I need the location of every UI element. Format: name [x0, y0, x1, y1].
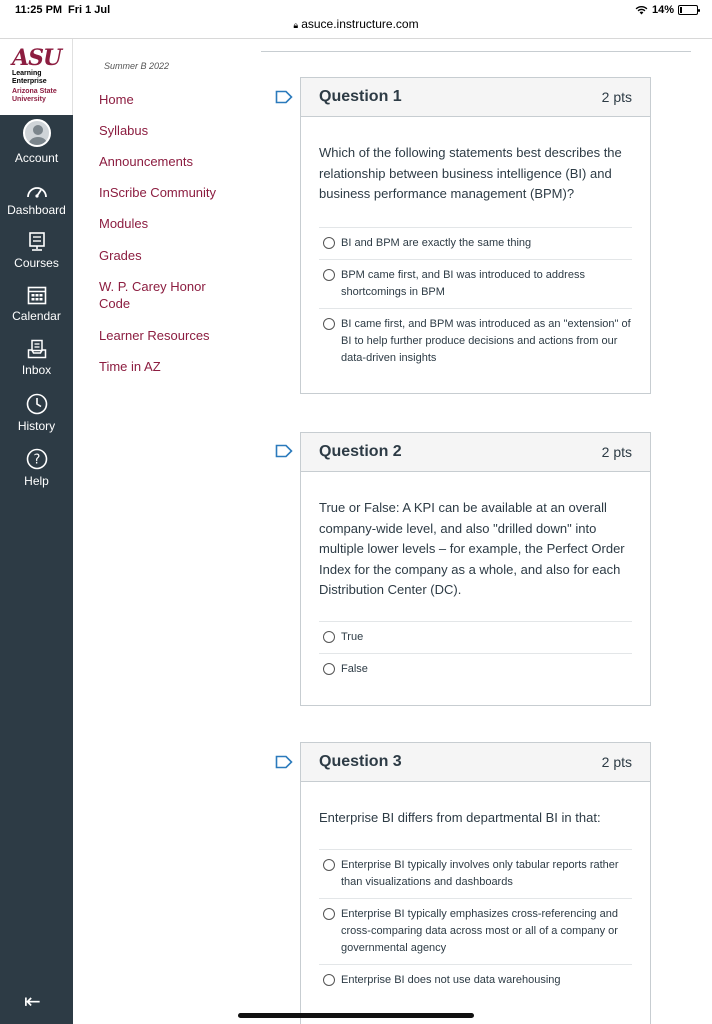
logo-text-enterprise: Enterprise: [12, 78, 47, 85]
question-points: 2 pts: [601, 754, 632, 770]
course-nav-honor-code[interactable]: W. P. Carey Honor Code: [99, 279, 206, 311]
home-indicator[interactable]: [238, 1013, 474, 1018]
help-icon: [26, 448, 48, 470]
url-bar-divider: [0, 38, 712, 39]
avatar: [23, 119, 51, 147]
course-nav-time-in-az[interactable]: Time in AZ: [99, 359, 161, 374]
course-nav-grades[interactable]: Grades: [99, 248, 142, 263]
dashboard-icon: [26, 183, 48, 199]
nav-calendar[interactable]: [0, 285, 73, 323]
answer-label: BI came first, and BPM was introduced as an "extension" of BI to help further produce decisions and actions from our data-driven insights: [341, 317, 631, 364]
flag-question-icon[interactable]: [275, 755, 293, 769]
logo-mark: ASU: [12, 45, 62, 71]
nav-dashboard-label: Dashboard: [7, 203, 66, 217]
question-1: [300, 77, 651, 394]
answer-list: [319, 621, 632, 685]
question-header: [301, 78, 650, 117]
courses-icon: [28, 232, 46, 252]
nav-calendar-label: Calendar: [12, 309, 61, 323]
answer-label: Enterprise BI does not use data warehousing: [341, 973, 561, 986]
question-header: [301, 743, 650, 782]
calendar-icon: [27, 285, 47, 305]
nav-courses-label: Courses: [14, 256, 59, 270]
flag-question-icon[interactable]: [275, 90, 293, 104]
answer-label: Enterprise BI typically emphasizes cross-referencing and cross-comparing data across most or all of a company or governmental agency: [341, 907, 618, 954]
nav-courses[interactable]: [0, 232, 73, 270]
course-nav-modules[interactable]: Modules: [99, 216, 149, 231]
radio-button[interactable]: [323, 318, 335, 330]
nav-account[interactable]: [0, 119, 73, 165]
course-nav-inscribe-community[interactable]: InScribe Community: [99, 185, 217, 200]
status-date: Fri 1 Jul: [68, 4, 111, 16]
answer-label: Enterprise BI typically involves only tabular reports rather than visualizations and dashboards: [341, 858, 619, 888]
nav-inbox-label: Inbox: [21, 363, 52, 377]
term-label: Summer B 2022: [104, 61, 170, 71]
radio-button[interactable]: [323, 908, 335, 920]
url-text: asuce.instructure.com: [301, 17, 419, 31]
logo-line-1: [12, 70, 47, 86]
question-title: Question 1: [319, 88, 402, 105]
history-clock-icon: [26, 393, 48, 415]
question-header: [301, 433, 650, 472]
radio-button[interactable]: [323, 631, 335, 643]
course-nav-syllabus[interactable]: Syllabus: [99, 123, 149, 138]
wifi-icon: [635, 5, 648, 15]
answer-option[interactable]: [319, 899, 632, 965]
battery-percent: 14%: [651, 4, 674, 16]
content-divider: [261, 51, 691, 52]
svg-text:?: ?: [33, 452, 40, 468]
course-nav-home[interactable]: Home: [99, 92, 134, 107]
nav-dashboard[interactable]: [0, 183, 73, 217]
answer-option[interactable]: [319, 965, 632, 996]
status-time: 11:25 PM: [15, 4, 63, 16]
course-nav-learner-resources[interactable]: Learner Resources: [99, 328, 210, 343]
inbox-icon: [27, 339, 47, 359]
question-2: [300, 432, 651, 706]
battery-icon: [678, 5, 698, 15]
nav-history[interactable]: [0, 393, 73, 433]
question-points: 2 pts: [601, 89, 632, 105]
logo[interactable]: [0, 39, 73, 115]
nav-history-label: History: [17, 419, 56, 433]
question-text: Enterprise BI differs from departmental BI in that:: [319, 810, 601, 825]
url-bar[interactable]: [0, 17, 712, 37]
nav-inbox[interactable]: [0, 339, 73, 377]
answer-list: [319, 849, 632, 996]
logo-text-university: University: [12, 96, 46, 103]
collapse-nav-icon[interactable]: ⇤: [24, 991, 41, 1013]
answer-option[interactable]: [319, 228, 632, 260]
radio-button[interactable]: [323, 663, 335, 675]
logo-text-learning: Learning: [12, 70, 42, 77]
flag-question-icon[interactable]: [275, 444, 293, 458]
question-title: Question 3: [319, 753, 402, 770]
radio-button[interactable]: [323, 269, 335, 281]
question-3: [300, 742, 651, 1024]
radio-button[interactable]: [323, 859, 335, 871]
lock-icon: 🔒︎: [293, 20, 299, 30]
answer-label: BI and BPM are exactly the same thing: [341, 236, 532, 249]
nav-help[interactable]: [0, 448, 73, 488]
global-navigation: [0, 39, 73, 1024]
nav-help-label: Help: [24, 474, 49, 488]
battery-fill: [680, 7, 682, 13]
answer-option[interactable]: [319, 622, 632, 654]
nav-account-label: Account: [14, 151, 59, 165]
answer-label: False: [341, 662, 368, 675]
logo-line-2: [12, 88, 57, 104]
question-points: 2 pts: [601, 444, 632, 460]
answer-list: [319, 227, 632, 374]
question-title: Question 2: [319, 443, 402, 460]
logo-text-asu: Arizona State: [12, 88, 57, 95]
radio-button[interactable]: [323, 974, 335, 986]
answer-label: True: [341, 630, 364, 643]
answer-option[interactable]: [319, 654, 632, 685]
answer-label: BPM came first, and BI was introduced to address shortcomings in BPM: [341, 268, 585, 298]
question-text: True or False: A KPI can be available at an overall company-wide level, and also "drilled down" into multiple lower levels – for example, the Perfect Order Index for the company as a whole, and also for each Distribution Center (DC).: [319, 500, 625, 597]
question-text: Which of the following statements best describes the relationship between business intelligence (BI) and business performance management (BPM)?: [319, 145, 622, 201]
answer-option[interactable]: [319, 309, 632, 374]
answer-option[interactable]: [319, 260, 632, 309]
radio-button[interactable]: [323, 237, 335, 249]
answer-option[interactable]: [319, 850, 632, 899]
course-nav-announcements[interactable]: Announcements: [99, 154, 193, 169]
